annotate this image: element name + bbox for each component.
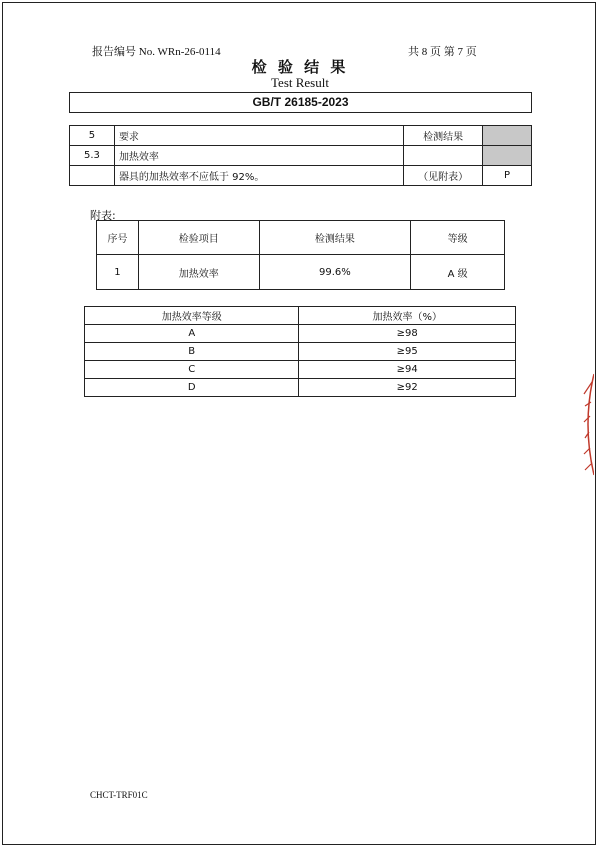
table-cell: C bbox=[85, 361, 299, 379]
table-row bbox=[85, 343, 516, 361]
title-chinese: 检 验 结 果 bbox=[251, 58, 349, 76]
seal-stamp-icon bbox=[580, 372, 594, 477]
table-cell: 加热效率 bbox=[138, 255, 259, 290]
table-row bbox=[97, 255, 505, 290]
clause-table bbox=[69, 125, 532, 186]
table-cell: ≥94 bbox=[299, 361, 516, 379]
column-header: 等级 bbox=[411, 221, 505, 255]
table-row bbox=[70, 126, 532, 146]
column-header: 加热效率等级 bbox=[85, 307, 299, 325]
table-header-row bbox=[85, 307, 516, 325]
clause-item: 要求 bbox=[114, 126, 403, 146]
table-row bbox=[85, 379, 516, 397]
appendix-table bbox=[96, 220, 505, 290]
clause-no: 5.3 bbox=[70, 146, 115, 166]
standard-number: GB/T 26185-2023 bbox=[69, 92, 532, 113]
table-row bbox=[70, 146, 532, 166]
clause-no bbox=[70, 166, 115, 186]
table-row bbox=[85, 325, 516, 343]
table-cell: A bbox=[85, 325, 299, 343]
table-cell: ≥95 bbox=[299, 343, 516, 361]
grade-table bbox=[84, 306, 516, 397]
clause-item: 器具的加热效率不应低于 92%。 bbox=[114, 166, 403, 186]
table-cell: B bbox=[85, 343, 299, 361]
table-row bbox=[70, 166, 532, 186]
clause-no: 5 bbox=[70, 126, 115, 146]
table-cell: 99.6% bbox=[259, 255, 411, 290]
table-cell: 1 bbox=[97, 255, 139, 290]
report-number: 报告编号 No. WRn-26-0114 bbox=[92, 46, 221, 58]
table-cell: A 级 bbox=[411, 255, 505, 290]
column-header: 检验项目 bbox=[138, 221, 259, 255]
clause-verdict bbox=[483, 146, 532, 166]
clause-verdict bbox=[483, 126, 532, 146]
clause-result bbox=[404, 146, 483, 166]
table-cell: D bbox=[85, 379, 299, 397]
form-code: CHCT-TRF01C bbox=[90, 790, 148, 800]
column-header: 序号 bbox=[97, 221, 139, 255]
title-english: Test Result bbox=[271, 75, 329, 90]
page-info: 共 8 页 第 7 页 bbox=[408, 46, 477, 58]
clause-item: 加热效率 bbox=[114, 146, 403, 166]
column-header: 加热效率（%） bbox=[299, 307, 516, 325]
clause-verdict: P bbox=[483, 166, 532, 186]
table-row bbox=[85, 361, 516, 379]
table-cell: ≥92 bbox=[299, 379, 516, 397]
table-cell: ≥98 bbox=[299, 325, 516, 343]
appendix-label: 附表: bbox=[90, 209, 116, 222]
table-header-row bbox=[97, 221, 505, 255]
column-header: 检测结果 bbox=[259, 221, 411, 255]
clause-result: 检测结果 bbox=[404, 126, 483, 146]
clause-result: （见附表） bbox=[404, 166, 483, 186]
